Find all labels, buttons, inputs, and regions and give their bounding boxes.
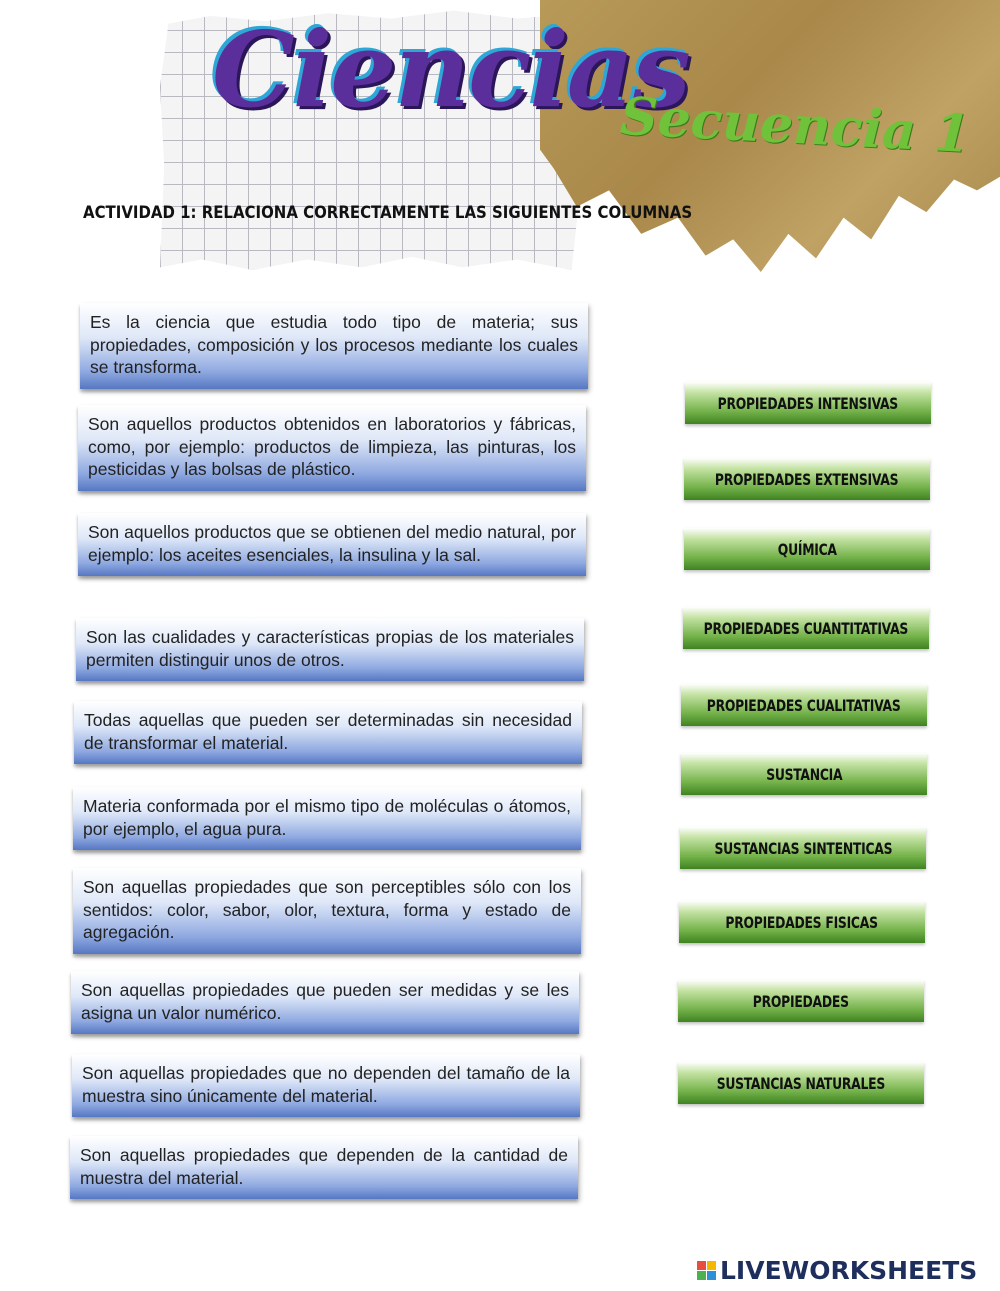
definition-box: Es la ciencia que estudia todo tipo de materia; sus propiedades, composición y los procesos mediante los cuales se transforma. bbox=[80, 303, 588, 389]
option-label: PROPIEDADES CUALITATIVAS bbox=[707, 695, 901, 715]
option-label: PROPIEDADES bbox=[753, 991, 849, 1011]
definition-box: Son aquellos productos que se obtienen del medio natural, por ejemplo: los aceites esenciales, la insulina y la sal. bbox=[78, 513, 586, 576]
option-propiedades-intensivas[interactable] bbox=[685, 382, 931, 424]
option-label: QUÍMICA bbox=[777, 539, 837, 559]
definition-box: Son las cualidades y características propias de los materiales permiten distinguir unos de otros. bbox=[76, 618, 584, 681]
option-propiedades-extensivas[interactable] bbox=[684, 458, 930, 500]
option-label: PROPIEDADES CUANTITATIVAS bbox=[703, 618, 909, 638]
option-propiedades-fisicas[interactable] bbox=[679, 901, 925, 943]
option-propiedades-cualitativas[interactable] bbox=[681, 684, 927, 726]
option-label: SUSTANCIA bbox=[765, 764, 843, 784]
definition-box: Son aquellas propiedades que son perceptibles sólo con los sentidos: color, sabor, olor, textura, forma y estado de agregación. bbox=[73, 868, 581, 954]
logo-text: LIVEWORKSHEETS bbox=[720, 1255, 978, 1285]
activity-instructions: ACTIVIDAD 1: RELACIONA CORRECTAMENTE LAS SIGUIENTES COLUMNAS bbox=[83, 203, 693, 223]
definition-box: Son aquellos productos obtenidos en laboratorios y fábricas, como, por ejemplo: productos de limpieza, las pinturas, los pesticidas y las bolsas de plástico. bbox=[78, 405, 586, 491]
liveworksheets-logo[interactable] bbox=[697, 1255, 977, 1285]
option-label: SUSTANCIAS SINTENTICAS bbox=[714, 838, 892, 858]
option-sustancias-naturales[interactable] bbox=[678, 1062, 924, 1104]
definition-box: Son aquellas propiedades que dependen de la cantidad de muestra del material. bbox=[70, 1136, 578, 1199]
definition-box: Son aquellas propiedades que no dependen del tamaño de la muestra sino únicamente del material. bbox=[72, 1054, 580, 1117]
page-subtitle: Secuencia 1 bbox=[618, 85, 972, 166]
option-propiedades[interactable] bbox=[678, 980, 924, 1022]
option-quimica[interactable] bbox=[684, 528, 930, 570]
option-sustancias-sinteticas[interactable] bbox=[680, 827, 926, 869]
option-label: PROPIEDADES INTENSIVAS bbox=[717, 393, 899, 413]
liveworksheets-grid-icon bbox=[697, 1261, 716, 1280]
option-sustancia[interactable] bbox=[681, 753, 927, 795]
option-label: PROPIEDADES EXTENSIVAS bbox=[715, 469, 899, 489]
option-label: PROPIEDADES FISICAS bbox=[725, 912, 879, 932]
option-label: SUSTANCIAS NATURALES bbox=[716, 1073, 886, 1093]
definition-box: Materia conformada por el mismo tipo de moléculas o átomos, por ejemplo, el agua pura. bbox=[73, 787, 581, 850]
definition-box: Todas aquellas que pueden ser determinadas sin necesidad de transformar el material. bbox=[74, 701, 582, 764]
definition-box: Son aquellas propiedades que pueden ser medidas y se les asigna un valor numérico. bbox=[71, 971, 579, 1034]
option-propiedades-cuantitativas[interactable] bbox=[683, 607, 929, 649]
page-title: Ciencias bbox=[212, 8, 689, 131]
